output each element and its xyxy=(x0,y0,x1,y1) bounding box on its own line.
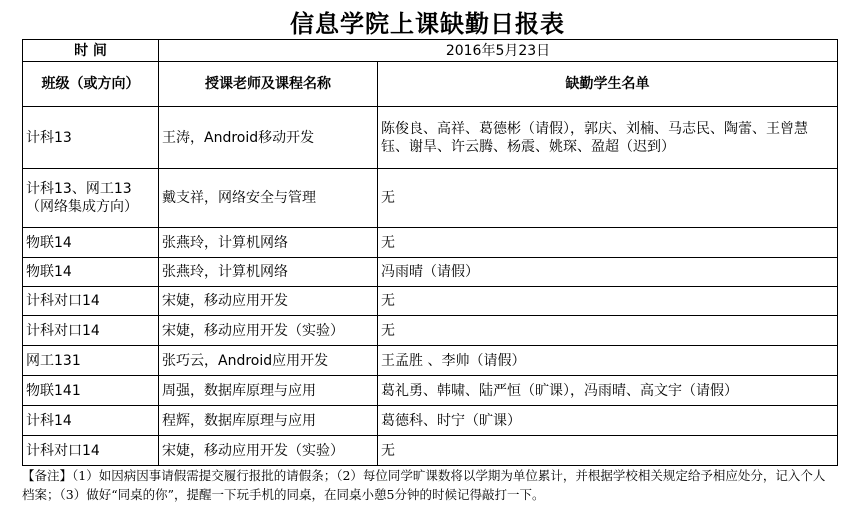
teacher-course-cell: 张燕玲，计算机网络 xyxy=(159,258,378,287)
class-cell: 物联141 xyxy=(23,376,159,406)
table-row xyxy=(23,228,838,258)
absent-students-cell: 冯雨晴（请假） xyxy=(378,258,838,287)
remarks: 【备注】（1）如因病因事请假需提交履行报批的请假条；（2）每位同学旷课数将以学期为单位累计，并根据学校相关规定给予相应处分，记入个人档案；（3）做好“同桌的你”，提醒一下玩手机的同桌，在同桌小憩5分钟的时候记得敲打一下。 xyxy=(22,468,826,502)
table-row xyxy=(23,169,838,228)
class-cell: 计科13 xyxy=(23,107,159,169)
class-cell: 物联14 xyxy=(23,258,159,287)
absent-students-cell: 葛礼勇、韩啸、陆严恒（旷课），冯雨晴、高文宇（请假） xyxy=(378,376,838,406)
teacher-course-cell: 宋婕，移动应用开发（实验） xyxy=(159,316,378,346)
absent-students-cell: 无 xyxy=(378,436,838,466)
table-row xyxy=(23,287,838,316)
report-date: 2016年5月23日 xyxy=(159,40,838,62)
absent-students-cell: 无 xyxy=(378,287,838,316)
teacher-course-cell: 戴支祥，网络安全与管理 xyxy=(159,169,378,228)
class-cell: 计科对口14 xyxy=(23,436,159,466)
header-class: 班级（或方向） xyxy=(23,62,159,107)
table-row xyxy=(23,258,838,287)
table-row xyxy=(23,436,838,466)
absent-students-cell: 无 xyxy=(378,228,838,258)
absent-students-cell: 王孟胜 、李帅（请假） xyxy=(378,346,838,376)
table-row xyxy=(23,316,838,346)
absent-students-cell: 陈俊良、高祥、葛德彬（请假），郭庆、刘楠、马志民、陶蕾、王曾慧钰、谢旱、许云腾、杨震、姚琛、盈超（迟到） xyxy=(378,107,838,169)
column-header-row xyxy=(23,62,838,107)
header-teacher-course: 授课老师及课程名称 xyxy=(159,62,378,107)
table-row xyxy=(23,376,838,406)
teacher-course-cell: 王涛，Android移动开发 xyxy=(159,107,378,169)
teacher-course-cell: 周强，数据库原理与应用 xyxy=(159,376,378,406)
absence-table xyxy=(22,39,838,466)
header-absent-students: 缺勤学生名单 xyxy=(378,62,838,107)
absent-students-cell: 葛德科、时宁（旷课） xyxy=(378,406,838,436)
absent-students-cell: 无 xyxy=(378,316,838,346)
absent-students-cell: 无 xyxy=(378,169,838,228)
class-cell: 计科13、网工13（网络集成方向） xyxy=(23,169,159,228)
time-label: 时 间 xyxy=(23,40,159,62)
date-row xyxy=(23,40,838,62)
class-cell: 物联14 xyxy=(23,228,159,258)
table-row xyxy=(23,346,838,376)
teacher-course-cell: 张巧云，Android应用开发 xyxy=(159,346,378,376)
class-cell: 网工131 xyxy=(23,346,159,376)
teacher-course-cell: 宋婕，移动应用开发（实验） xyxy=(159,436,378,466)
report-title: 信息学院上课缺勤日报表 xyxy=(290,9,565,38)
class-cell: 计科对口14 xyxy=(23,316,159,346)
class-cell: 计科对口14 xyxy=(23,287,159,316)
teacher-course-cell: 张燕玲，计算机网络 xyxy=(159,228,378,258)
table-row xyxy=(23,107,838,169)
teacher-course-cell: 宋婕，移动应用开发 xyxy=(159,287,378,316)
teacher-course-cell: 程辉，数据库原理与应用 xyxy=(159,406,378,436)
class-cell: 计科14 xyxy=(23,406,159,436)
table-row xyxy=(23,406,838,436)
